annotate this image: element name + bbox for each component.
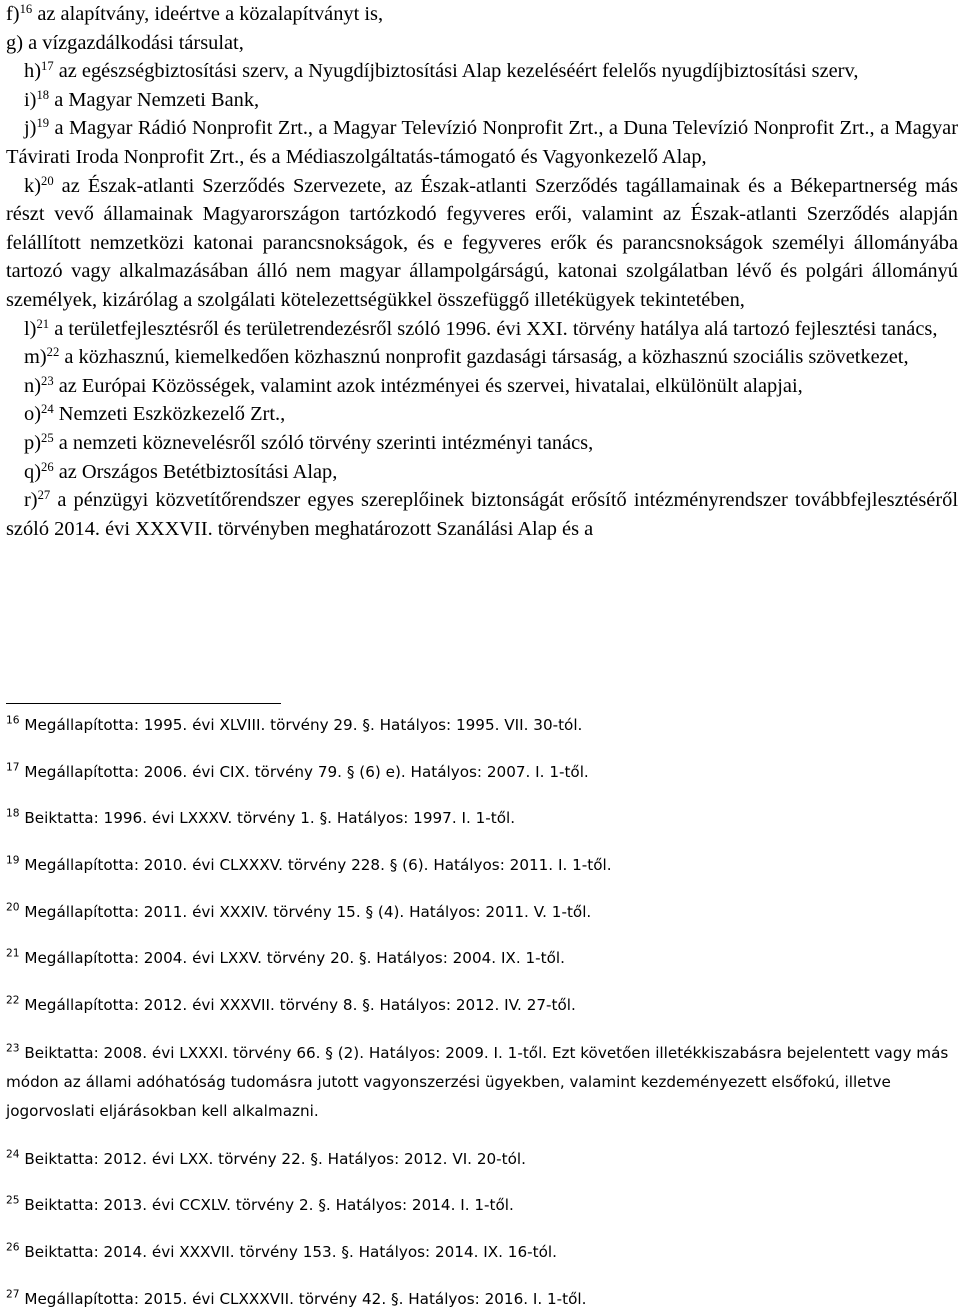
- list-item-g: [6, 29, 958, 58]
- footnote-number: 21: [6, 947, 20, 961]
- footnote-number: 19: [6, 853, 20, 867]
- footnote-ref: 25: [41, 430, 54, 445]
- footnote-number: 20: [6, 900, 20, 914]
- footnote-text: Beiktatta: 2012. évi LXX. törvény 22. §. Hatályos: 2012. VI. 20-tól.: [19, 1149, 526, 1168]
- footnote-23: [6, 1039, 956, 1126]
- list-item-j: [6, 114, 958, 171]
- footnote-text: Megállapította: 2012. évi XXXVII. törvény 8. §. Hatályos: 2012. IV. 27-től.: [19, 996, 576, 1015]
- item-text: az Európai Közösségek, valamint azok intézményei és szervei, hivatalai, elkülönült alapjai,: [53, 374, 803, 397]
- footnote-26: [6, 1239, 956, 1266]
- footnote-number: 23: [6, 1041, 20, 1055]
- footnote-number: 26: [6, 1240, 20, 1254]
- footnote-ref: 20: [41, 173, 54, 188]
- footnote-16: [6, 712, 956, 739]
- list-item-n: [6, 372, 958, 401]
- item-text: az Országos Betétbiztosítási Alap,: [53, 460, 338, 483]
- item-label: q): [24, 460, 41, 483]
- footnote-text: Beiktatta: 2013. évi CCXLV. törvény 2. §. Hatályos: 2014. I. 1-től.: [19, 1196, 514, 1215]
- footnote-ref: 19: [36, 116, 50, 131]
- item-label: i): [24, 88, 37, 111]
- footnote-separator: [6, 703, 281, 704]
- footnote-text: Megállapította: 2011. évi XXXIV. törvény 15. § (4). Hatályos: 2011. V. 1-től.: [19, 902, 592, 921]
- footnote-text: Beiktatta: 2014. évi XXXVII. törvény 153. §. Hatályos: 2014. IX. 16-tól.: [19, 1242, 557, 1261]
- item-label: f): [6, 3, 20, 25]
- item-label: k): [24, 174, 41, 197]
- item-label: r): [24, 489, 38, 512]
- list-item-i: [6, 86, 958, 115]
- footnote-text: Megállapította: 2015. évi CLXXXVII. törvény 42. §. Hatályos: 2016. I. 1-től.: [19, 1289, 587, 1308]
- footnote-20: [6, 899, 956, 926]
- item-text: az alapítvány, ideértve a közalapítványt is,: [32, 3, 384, 25]
- item-label: m): [24, 346, 47, 369]
- footnote-ref: 24: [41, 402, 54, 417]
- list-item-f: [6, 0, 958, 29]
- footnote-text: Megállapította: 2010. évi CLXXXV. törvény 228. § (6). Hatályos: 2011. I. 1-től.: [19, 856, 612, 875]
- footnote-ref: 22: [46, 345, 60, 360]
- item-text: az egészségbiztosítási szerv, a Nyugdíjbiztosítási Alap kezeléséért felelős nyugdíjbiztosítási szerv,: [53, 60, 859, 83]
- footnote-ref: 18: [36, 87, 50, 102]
- list-item-h: [6, 57, 958, 86]
- footnote-27: [6, 1286, 956, 1313]
- statute-text: [6, 0, 958, 543]
- item-label: j): [24, 117, 37, 140]
- footnote-ref: 27: [37, 488, 51, 503]
- footnote-ref: 17: [41, 59, 54, 74]
- item-text: a közhasznú, kiemelkedően közhasznú nonprofit gazdasági társaság, a közhasznú szociális szövetkezet,: [59, 346, 909, 369]
- item-text: a pénzügyi közvetítőrendszer egyes szereplőinek biztonságát erősítő intézményrendszer továbbfejlesztéséről szóló 2014. évi XXXVII. törvényben meghatározott Szanálási Alap és a: [6, 489, 958, 540]
- item-text: a nemzeti köznevelésről szóló törvény szerinti intézményi tanács,: [53, 431, 594, 454]
- footnote-text: Beiktatta: 1996. évi LXXXV. törvény 1. §. Hatályos: 1997. I. 1-től.: [19, 809, 516, 828]
- list-item-l: [6, 315, 958, 344]
- footnote-text: Megállapította: 2004. évi LXXV. törvény 20. §. Hatályos: 2004. IX. 1-től.: [19, 949, 565, 968]
- item-label: l): [24, 317, 37, 340]
- footnote-22: [6, 992, 956, 1019]
- footnote-number: 25: [6, 1193, 20, 1207]
- item-label: g): [6, 31, 23, 54]
- footnote-text: Beiktatta: 2008. évi LXXXI. törvény 66. § (2). Hatályos: 2009. I. 1-től. Ezt követően illetékkiszabásra bejelentett vagy más módon az állami adóhatóság tudomásra jutott vagyonszerzési ügyekben, valamint kezdeményezett elsőfokú, illetve jogorvoslati eljárásokban kell alkalmazni.: [6, 1043, 949, 1120]
- footnote-25: [6, 1192, 956, 1219]
- footnote-number: 17: [6, 760, 20, 774]
- list-item-o: [6, 400, 958, 429]
- footnote-17: [6, 759, 956, 786]
- item-label: o): [24, 403, 41, 426]
- footnote-ref: 16: [19, 2, 33, 17]
- list-item-m: [6, 343, 958, 372]
- list-item-k: [6, 172, 958, 315]
- footnote-19: [6, 852, 956, 879]
- footnote-number: 24: [6, 1147, 20, 1161]
- footnote-ref: 21: [36, 316, 50, 331]
- item-text: a vízgazdálkodási társulat,: [23, 31, 244, 54]
- footnote-21: [6, 945, 956, 972]
- list-item-q: [6, 458, 958, 487]
- item-text: a területfejlesztésről és területrendezésről szóló 1996. évi XXI. törvény hatálya alá tartozó fejlesztési tanács,: [49, 317, 938, 340]
- footnote-ref: 23: [41, 373, 54, 388]
- item-text: az Észak-atlanti Szerződés Szervezete, az Észak-atlanti Szerződés tagállamainak és a Békepartnerség más részt vevő államainak Magyarországon tartózkodó fegyveres erői, valamint az Észak-atlanti Szerződés alapján felállított nemzetközi katonai parancsnokságok, és e fegyveres erők és parancsnokságok személyi állományába tartozó vagy alkalmazásában álló nem magyar állampolgárságú, katonai szolgálatban lévő és polgári állományú személyek, kizárólag a szolgálati kötelezettségükkel összefüggő illetékügyek tekintetében,: [6, 174, 958, 311]
- footnote-number: 18: [6, 807, 20, 820]
- footnote-number: 16: [6, 713, 20, 727]
- footnote-18: [6, 805, 956, 832]
- item-label: h): [24, 60, 41, 83]
- item-label: p): [24, 431, 41, 454]
- item-text: a Magyar Rádió Nonprofit Zrt., a Magyar Televízió Nonprofit Zrt., a Duna Televízió Nonprofit Zrt., a Magyar Távirati Iroda Nonprofit Zrt., és a Médiaszolgáltatás-támogató és Vagyonkezelő Alap,: [6, 117, 958, 168]
- item-text: a Magyar Nemzeti Bank,: [49, 88, 260, 111]
- footnote-ref: 26: [41, 459, 54, 474]
- footnote-text: Megállapította: 1995. évi XLVIII. törvény 29. §. Hatályos: 1995. VII. 30-tól.: [19, 716, 583, 734]
- footnote-24: [6, 1146, 956, 1173]
- footnote-number: 22: [6, 993, 20, 1007]
- item-label: n): [24, 374, 41, 397]
- footnote-number: 27: [6, 1287, 20, 1301]
- item-text: Nemzeti Eszközkezelő Zrt.,: [53, 403, 286, 426]
- list-item-r: [6, 486, 958, 543]
- list-item-p: [6, 429, 958, 458]
- footnotes: [6, 712, 956, 1313]
- footnote-text: Megállapította: 2006. évi CIX. törvény 79. § (6) e). Hatályos: 2007. I. 1-től.: [19, 762, 589, 781]
